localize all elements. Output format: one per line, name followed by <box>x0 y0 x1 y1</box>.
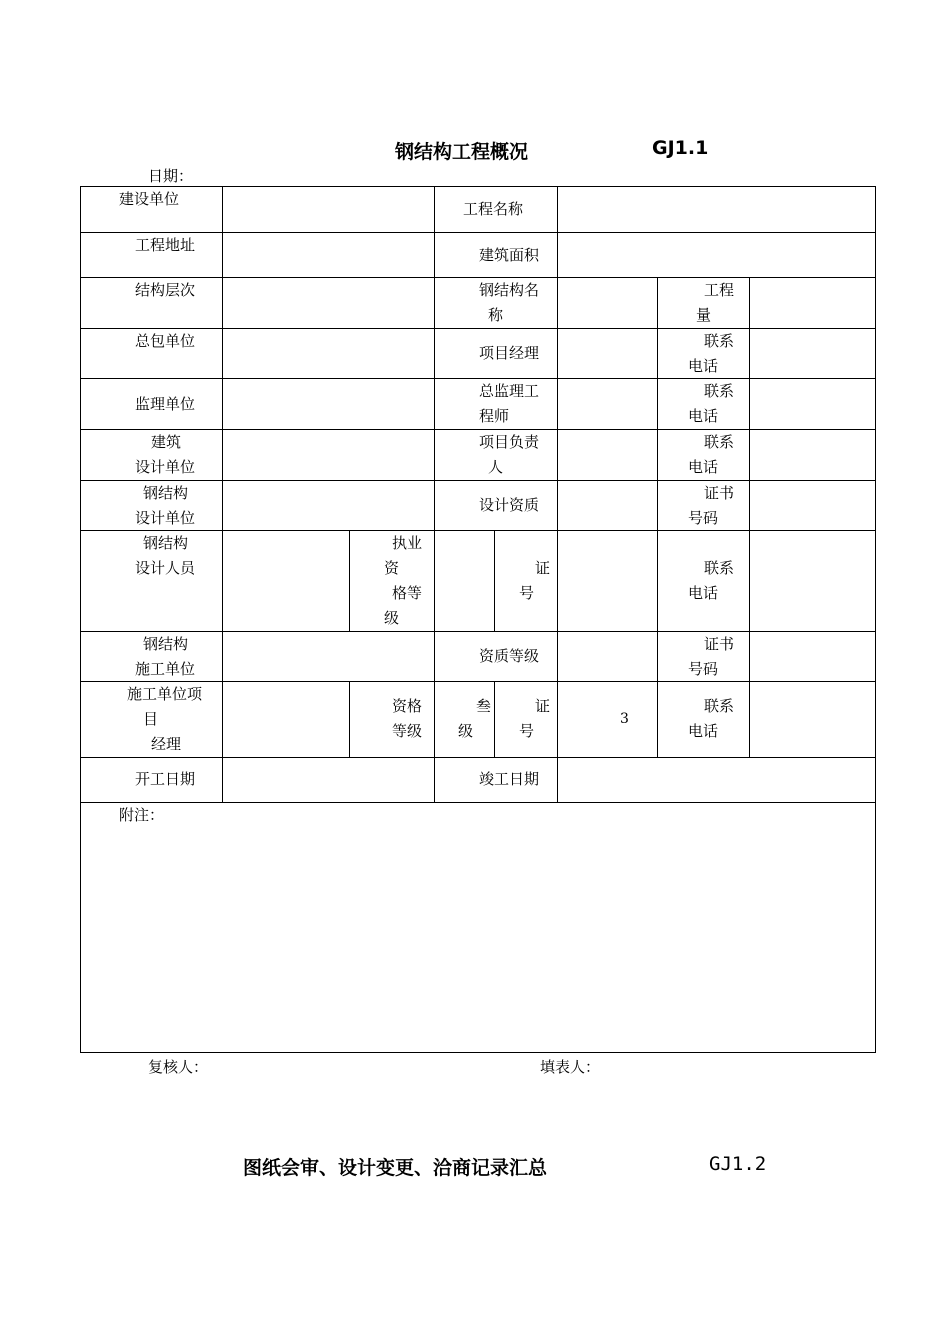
filler-label: 填表人： <box>540 1058 601 1076</box>
label-cert-no-2b: 号码 <box>688 660 719 678</box>
label-completion-date: 竣工日期 <box>479 770 540 788</box>
label-quantity-1: 工程 <box>704 281 735 299</box>
label-steel-designer-2: 设计人员 <box>135 559 196 577</box>
label-project-name: 工程名称 <box>463 200 524 218</box>
label-contact-4a: 联系 <box>704 559 735 577</box>
label-builder: 建设单位 <box>119 190 180 208</box>
label-cert-no-2a: 证书 <box>704 635 735 653</box>
form-code: GJ1.1 <box>652 137 709 159</box>
value-grade-1: 叁 <box>476 697 492 715</box>
label-practice-qual-2: 资 <box>384 559 400 577</box>
label-contact-1a: 联系 <box>704 332 735 350</box>
reviewer-label: 复核人： <box>148 1058 209 1076</box>
label-contact-2a: 联系 <box>704 382 735 400</box>
label-construction-pm-3: 经理 <box>151 735 182 753</box>
label-structure-levels: 结构层次 <box>135 281 196 299</box>
label-quantity-2: 量 <box>696 306 712 324</box>
label-cert-1: 证 <box>535 559 551 577</box>
label-practice-qual-4: 级 <box>384 609 400 627</box>
label-steel-design-1: 钢结构 <box>143 484 189 502</box>
label-cert-4: 号 <box>519 722 535 740</box>
label-cert-no-1a: 证书 <box>704 484 735 502</box>
label-construction-pm-1: 施工单位项 <box>127 685 203 703</box>
label-practice-qual-1: 执业 <box>392 534 423 552</box>
page-title: 钢结构工程概况 <box>395 141 529 163</box>
label-steel-design-2: 设计单位 <box>135 509 196 527</box>
label-contact-3b: 电话 <box>688 458 719 476</box>
label-practice-qual-3: 格等 <box>392 584 423 602</box>
label-cert-3: 证 <box>535 697 551 715</box>
label-cert-2: 号 <box>519 584 535 602</box>
label-chief-supervisor-2: 程师 <box>479 407 510 425</box>
label-contact-2b: 电话 <box>688 407 719 425</box>
label-building-area: 建筑面积 <box>479 246 540 264</box>
label-project-address: 工程地址 <box>135 236 196 254</box>
label-contact-4b: 电话 <box>688 584 719 602</box>
label-contact-5b: 电话 <box>688 722 719 740</box>
label-notes: 附注： <box>119 806 165 824</box>
label-arch-design-1: 建筑 <box>151 433 182 451</box>
label-contact-1b: 电话 <box>688 357 719 375</box>
value-grade-2: 级 <box>458 722 474 740</box>
label-qualification-grade: 资质等级 <box>479 647 540 665</box>
label-qual-grade-2: 等级 <box>392 722 423 740</box>
label-contact-3a: 联系 <box>704 433 735 451</box>
label-general-contractor: 总包单位 <box>135 332 196 350</box>
label-steel-construction-1: 钢结构 <box>143 635 189 653</box>
label-project-lead-1: 项目负责 <box>479 433 540 451</box>
label-steel-name-1: 钢结构名 <box>479 281 540 299</box>
label-arch-design-2: 设计单位 <box>135 458 196 476</box>
label-steel-construction-2: 施工单位 <box>135 660 196 678</box>
label-cert-no-1b: 号码 <box>688 509 719 527</box>
date-label: 日期： <box>148 167 194 185</box>
label-design-qualification: 设计资质 <box>479 496 540 514</box>
label-construction-pm-2: 目 <box>143 710 159 728</box>
label-contact-5a: 联系 <box>704 697 735 715</box>
label-supervision-unit: 监理单位 <box>135 395 196 413</box>
label-project-manager: 项目经理 <box>479 344 540 362</box>
value-cert-number: 3 <box>620 711 629 727</box>
label-project-lead-2: 人 <box>488 458 504 476</box>
next-section-title: 图纸会审、设计变更、洽商记录汇总 <box>243 1157 548 1179</box>
label-steel-designer-1: 钢结构 <box>143 534 189 552</box>
next-section-code: GJ1.2 <box>709 1153 767 1175</box>
label-start-date: 开工日期 <box>135 770 196 788</box>
label-qual-grade-1: 资格 <box>392 697 423 715</box>
label-steel-name-2: 称 <box>488 306 504 324</box>
label-chief-supervisor-1: 总监理工 <box>479 382 540 400</box>
